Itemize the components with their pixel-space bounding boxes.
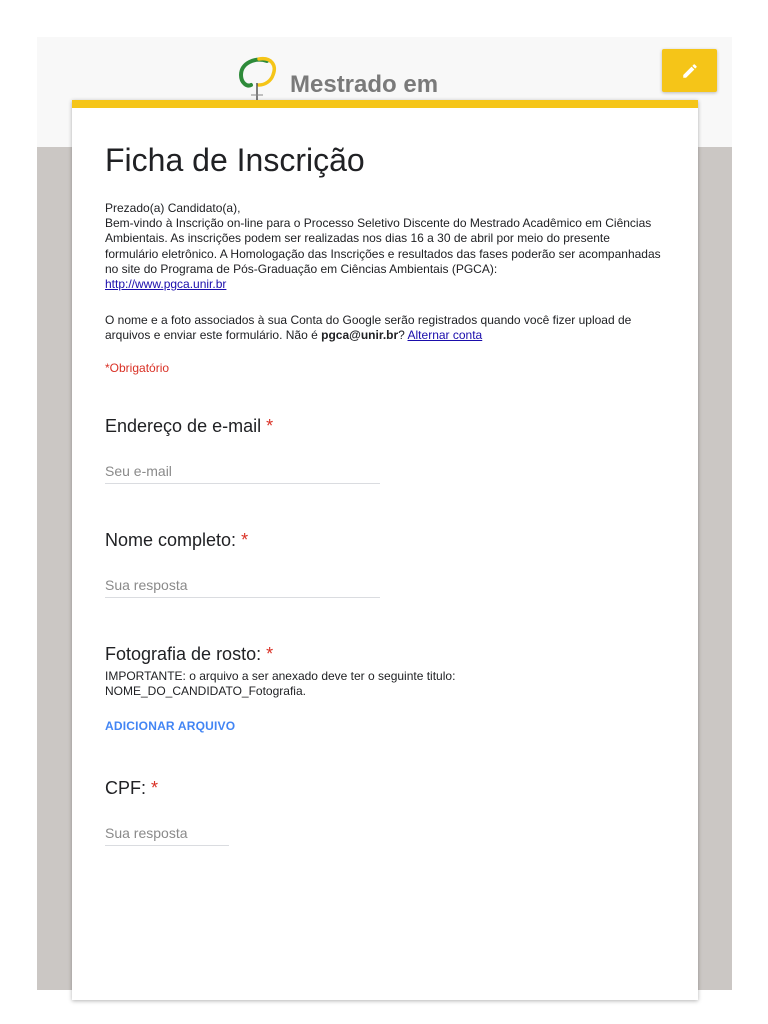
switch-account-link[interactable]: Alternar conta [407, 328, 483, 342]
required-star: * [241, 530, 249, 550]
description-body: Bem-vindo à Inscrição on-line para o Processo Seletivo Discente do Mestrado Acadêmico em Ciências Ambientais. As inscrições podem ser realizadas nos dias 16 a 30 de abril por meio do presente formulário eletrônico. A Homologação das Inscrições e resultados das fases poderão ser acompanhadas no site do Programa de Pós-Graduação em Ciências Ambientais (PGCA): [105, 216, 661, 276]
form-description [105, 201, 665, 292]
logo-line-1: Mestrado em [290, 71, 439, 98]
required-star: * [151, 778, 159, 798]
name-input[interactable] [105, 577, 380, 598]
account-question-mark: ? [398, 328, 405, 342]
required-star: * [266, 416, 274, 436]
pencil-icon [681, 62, 699, 80]
account-notice [105, 313, 665, 343]
email-question-title [105, 416, 273, 437]
form-title: Ficha de Inscrição [105, 142, 365, 178]
edit-form-button[interactable] [662, 49, 717, 92]
photo-question-label: Fotografia de rosto: [105, 644, 262, 664]
description-greeting: Prezado(a) Candidato(a), [105, 201, 241, 215]
photo-help-text [105, 669, 455, 699]
name-question-label: Nome completo: [105, 530, 237, 550]
add-file-button[interactable]: ADICIONAR ARQUIVO [105, 719, 236, 733]
photo-help-line-1: IMPORTANTE: o arquivo a ser anexado deve ter o seguinte titulo: [105, 669, 456, 683]
name-question-title [105, 530, 248, 551]
required-note: *Obrigatório [105, 361, 170, 375]
pgca-site-link[interactable]: http://www.pgca.unir.br [105, 277, 227, 292]
account-email: pgca@unir.br [321, 328, 399, 342]
required-star: * [266, 644, 274, 664]
cpf-input[interactable] [105, 825, 229, 846]
email-question-label: Endereço de e-mail [105, 416, 262, 436]
account-text: O nome e a foto associados à sua Conta do Google serão registrados quando você fizer upload de arquivos e enviar este formulário. Não é [105, 313, 632, 342]
cpf-question-title [105, 778, 158, 799]
email-input[interactable] [105, 463, 380, 484]
form-card [72, 100, 698, 1000]
photo-help-line-2: NOME_DO_CANDIDATO_Fotografia. [105, 684, 306, 698]
photo-question-title [105, 644, 273, 665]
cpf-question-label: CPF: [105, 778, 147, 798]
